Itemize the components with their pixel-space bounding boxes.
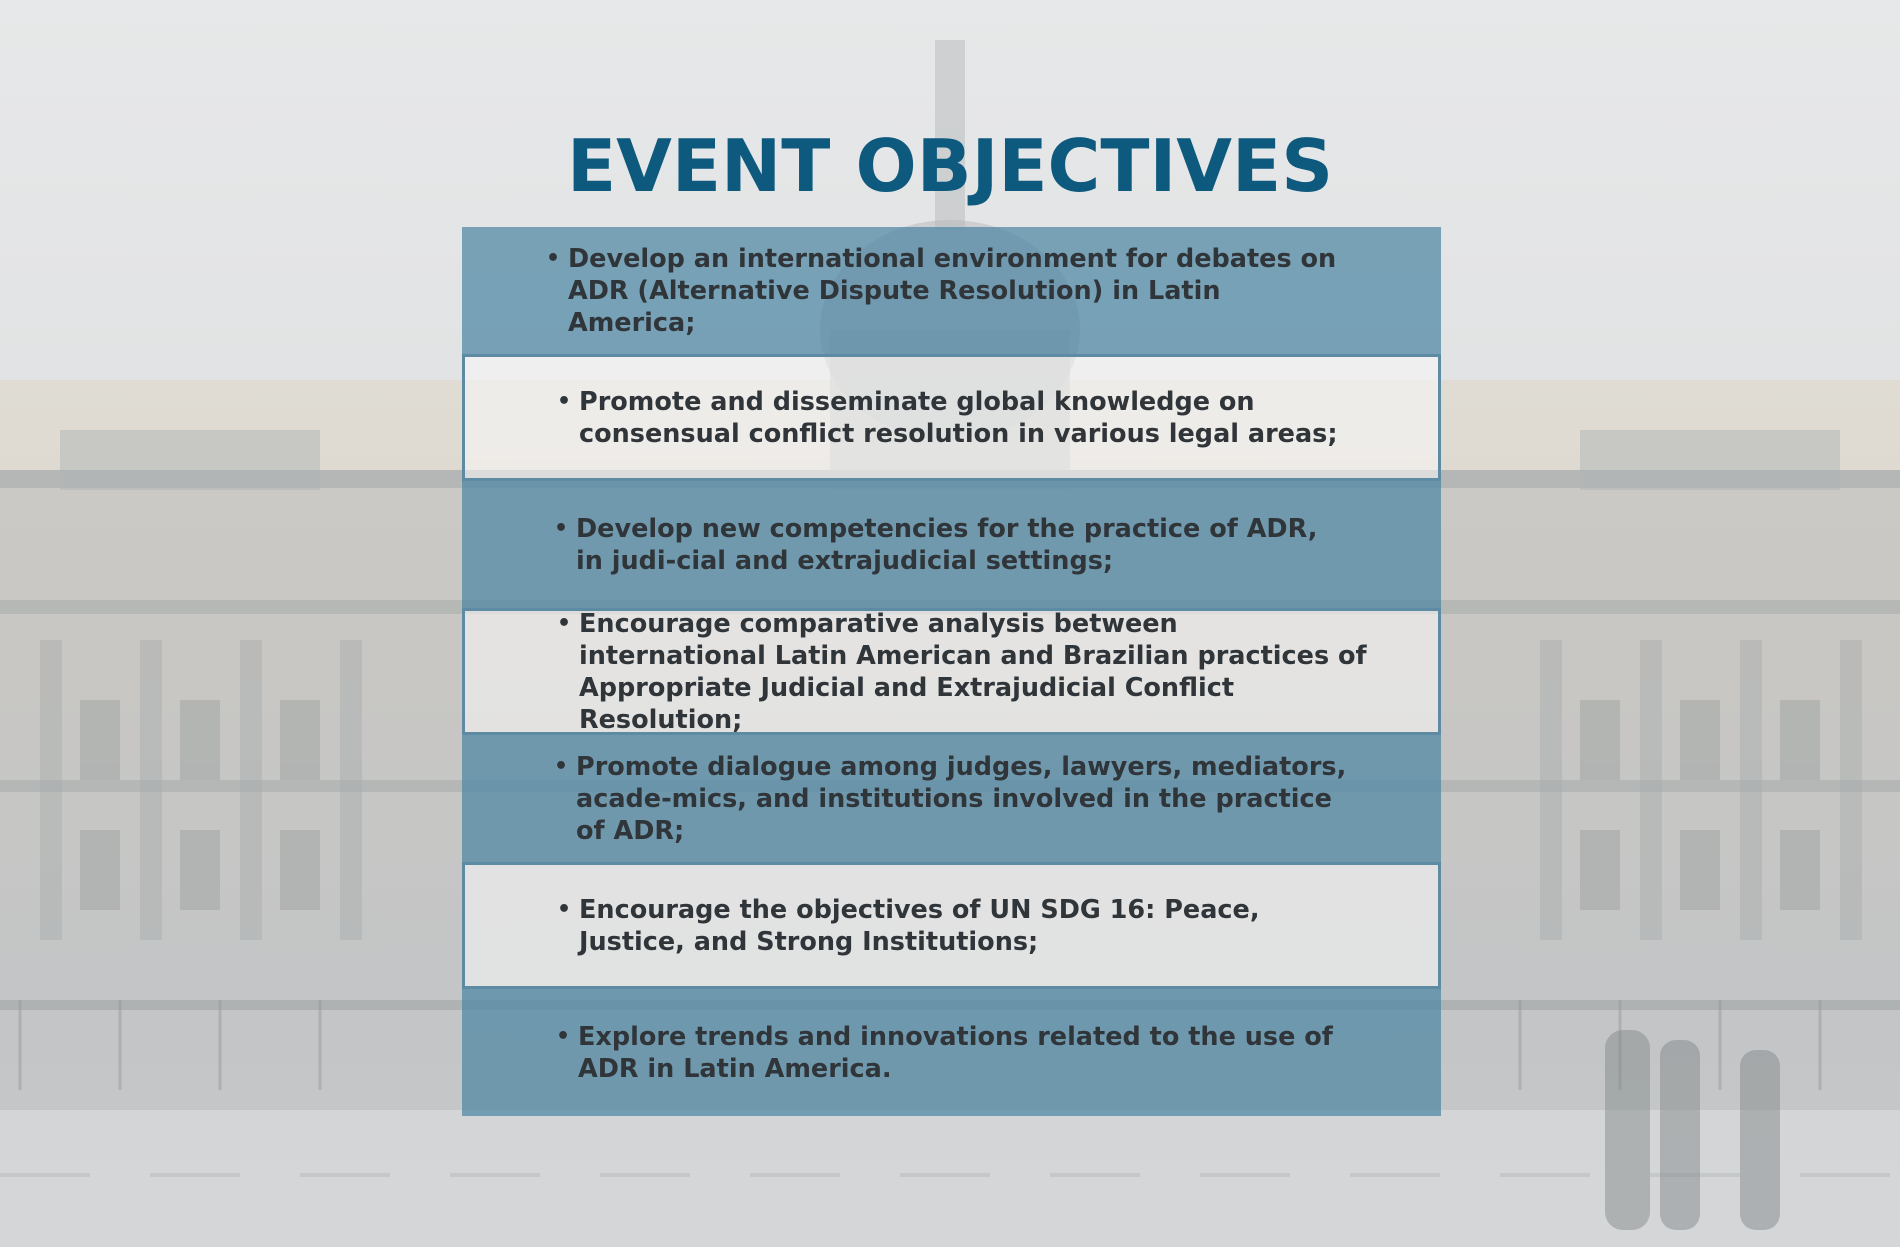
- objective-item: [462, 989, 1441, 1116]
- objective-text: • Promote dialogue among judges, lawyers, mediators, acade-mics, and institutions involved in the practice of ADR;: [558, 751, 1348, 847]
- objective-text: • Develop new competencies for the practice of ADR, in judi-cial and extrajudicial settings;: [558, 513, 1348, 577]
- objectives-list: [462, 227, 1441, 1116]
- objective-item: [462, 862, 1441, 989]
- objective-text: • Explore trends and innovations related to the use of ADR in Latin America.: [560, 1021, 1350, 1085]
- objective-text: • Promote and disseminate global knowledge on consensual conflict resolution in various legal areas;: [561, 386, 1351, 450]
- objective-text: • Encourage the objectives of UN SDG 16: Peace, Justice, and Strong Institutions;: [561, 894, 1351, 958]
- page-title: EVENT OBJECTIVES: [566, 124, 1334, 208]
- objective-text: • Develop an international environment for debates on ADR (Alternative Dispute Resolution) in Latin America;: [550, 243, 1340, 339]
- objective-item: [462, 354, 1441, 481]
- objective-item: [462, 227, 1441, 354]
- objective-text: • Encourage comparative analysis between international Latin American and Brazilian practices of Appropriate Judicial and Extrajudicial Conflict Resolution;: [561, 608, 1371, 736]
- objective-item: [462, 481, 1441, 608]
- objective-item: [462, 608, 1441, 735]
- objective-item: [462, 735, 1441, 862]
